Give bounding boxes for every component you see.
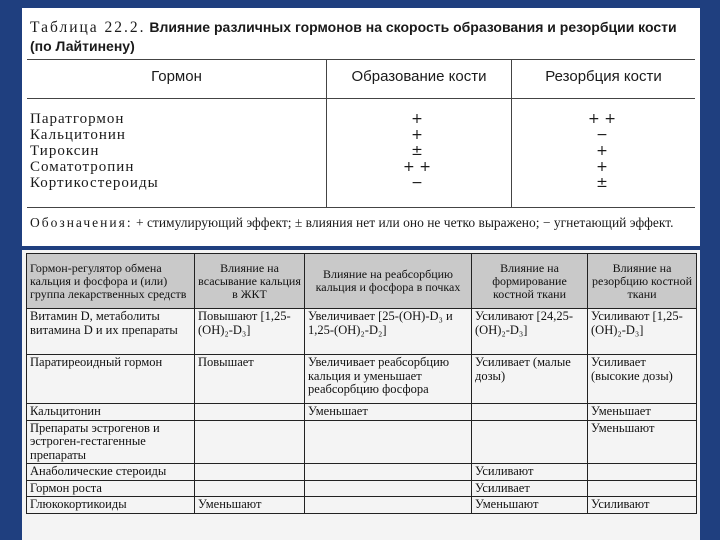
table-cell: Гормон роста bbox=[27, 480, 195, 497]
header-rule bbox=[27, 98, 695, 99]
legend-text: + стимулирующий эффект; ± влияния нет или оно не четко выражено; − угнетающий эффект. bbox=[135, 215, 674, 230]
table-cell bbox=[305, 497, 472, 514]
formation-mark: ± bbox=[411, 143, 423, 159]
table-cell: Усиливают bbox=[472, 464, 588, 481]
table-header-row bbox=[27, 254, 697, 309]
table-cell bbox=[195, 404, 305, 421]
table-cell: Усиливают bbox=[588, 497, 697, 514]
table-cell bbox=[472, 420, 588, 464]
table-label: Таблица 22.2. bbox=[30, 19, 146, 36]
table-cell: Паратиреоидный гормон bbox=[27, 355, 195, 404]
formation-mark: − bbox=[411, 175, 423, 191]
table-title bbox=[30, 18, 694, 56]
table-row bbox=[27, 355, 697, 404]
table-cell: Повышает bbox=[195, 355, 305, 404]
hormone-name: Кортикостероиды bbox=[30, 175, 159, 191]
header-hormone: Гормон bbox=[151, 68, 202, 85]
table-cell: Кальцитонин bbox=[27, 404, 195, 421]
table-cell bbox=[472, 404, 588, 421]
table-cell: Уменьшают bbox=[195, 497, 305, 514]
header-reabsorption: Влияние на реабсорбцию кальция и фосфора в почках bbox=[305, 254, 472, 309]
table-cell: Усиливает (малые дозы) bbox=[472, 355, 588, 404]
table-cell: Анаболические стероиды bbox=[27, 464, 195, 481]
hormone-name: Паратгормон bbox=[30, 111, 125, 127]
header-bone-resorption: Влияние на резорбцию костной ткани bbox=[588, 254, 697, 309]
table-cell: Повышают [1,25-(ОН)₂-D₃] bbox=[195, 309, 305, 355]
table-cell: Уменьшают bbox=[588, 420, 697, 464]
formation-column bbox=[367, 111, 467, 191]
hormone-column bbox=[30, 111, 320, 191]
table-cell: Витамин D, метаболиты витамина D и их препараты bbox=[27, 309, 195, 355]
hormone-name: Кальцитонин bbox=[30, 127, 126, 143]
table-cell bbox=[588, 464, 697, 481]
table-title-text: Влияние различных гормонов на скорость образования и резорбции кости (по Лайтинену) bbox=[30, 19, 677, 54]
top-rule bbox=[27, 59, 695, 60]
table-cell: Препараты эстрогенов и эстроген-гестагенные препараты bbox=[27, 420, 195, 464]
bottom-rule bbox=[27, 207, 695, 208]
table-cell: Усиливают [24,25-(ОН)₂-D₃] bbox=[472, 309, 588, 355]
resorption-mark: ± bbox=[596, 175, 608, 191]
table-cell bbox=[305, 464, 472, 481]
resorption-mark: − bbox=[596, 127, 608, 143]
header-regulator: Гормон-регулятор обмена кальция и фосфора и (или) группа лекарственных средств bbox=[27, 254, 195, 309]
header-absorption: Влияние на всасывание кальция в ЖКТ bbox=[195, 254, 305, 309]
table-cell: Увеличивает реабсорбцию кальция и уменьшает реабсорбцию фосфора bbox=[305, 355, 472, 404]
table-cell: Глюкокортикоиды bbox=[27, 497, 195, 514]
hormone-table-page bbox=[22, 8, 700, 246]
table-cell bbox=[588, 480, 697, 497]
table-row bbox=[27, 420, 697, 464]
formation-mark: + bbox=[411, 127, 423, 143]
legend-label: Обозначения: bbox=[30, 215, 133, 230]
table-row bbox=[27, 404, 697, 421]
header-bone-formation: Влияние на формирование костной ткани bbox=[472, 254, 588, 309]
table-cell: Уменьшает bbox=[588, 404, 697, 421]
table-cell bbox=[305, 420, 472, 464]
table-cell: Усиливают [1,25-(ОН)₂-D₃] bbox=[588, 309, 697, 355]
header-resorption: Резорбция кости bbox=[545, 68, 662, 85]
table-row bbox=[27, 464, 697, 481]
table-cell bbox=[195, 420, 305, 464]
resorption-mark: + bbox=[596, 159, 608, 175]
drug-effects-table-page bbox=[22, 250, 700, 540]
drug-effects-table bbox=[26, 253, 697, 514]
resorption-mark: + + bbox=[588, 111, 616, 127]
table-cell: Усиливает (высокие дозы) bbox=[588, 355, 697, 404]
table-cell: Уменьшает bbox=[305, 404, 472, 421]
table-cell: Усиливает bbox=[472, 480, 588, 497]
table-cell bbox=[195, 480, 305, 497]
table-cell bbox=[195, 464, 305, 481]
hormone-name: Соматотропин bbox=[30, 159, 135, 175]
table-row bbox=[27, 497, 697, 514]
resorption-column bbox=[552, 111, 652, 191]
formation-mark: + + bbox=[403, 159, 431, 175]
table-row bbox=[27, 480, 697, 497]
table-cell bbox=[305, 480, 472, 497]
table-cell: Уменьшают bbox=[472, 497, 588, 514]
header-formation: Образование кости bbox=[351, 68, 487, 85]
formation-mark: + bbox=[411, 111, 423, 127]
table-cell: Увеличивает [25-(ОН)-D₃ и 1,25-(ОН)₂-D₂] bbox=[305, 309, 472, 355]
table-row bbox=[27, 309, 697, 355]
hormone-name: Тироксин bbox=[30, 143, 100, 159]
legend bbox=[30, 215, 696, 230]
resorption-mark: + bbox=[596, 143, 608, 159]
